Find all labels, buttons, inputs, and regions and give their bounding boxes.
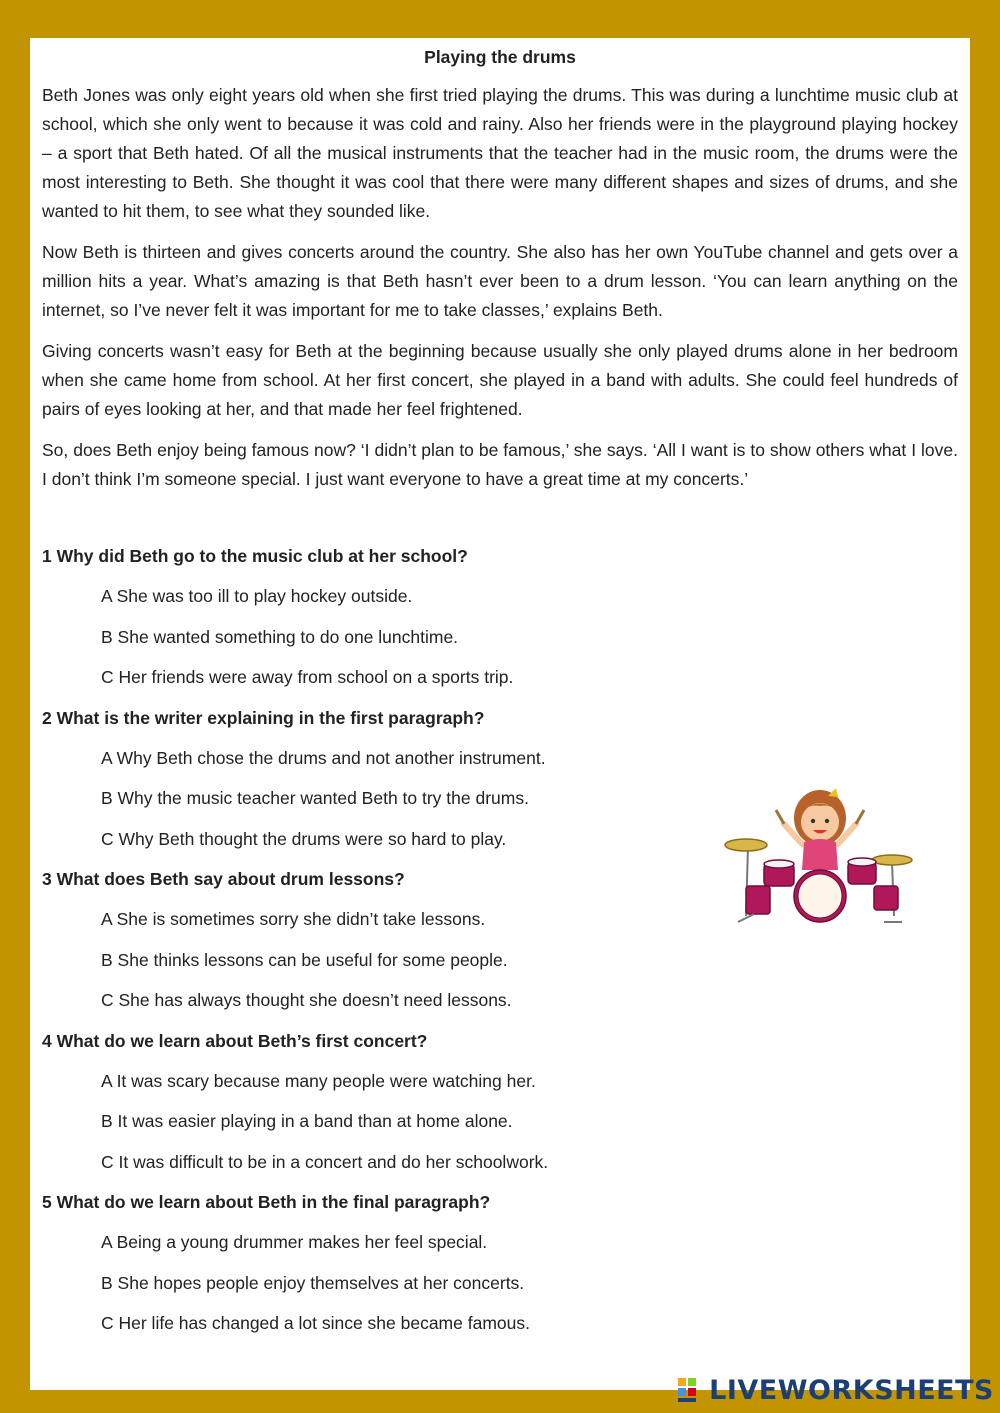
answer-option[interactable]: A She was too ill to play hockey outside. (101, 586, 413, 606)
answer-option[interactable]: B It was easier playing in a band than at home alone. (101, 1111, 513, 1131)
reading-paragraph-4: So, does Beth enjoy being famous now? ‘I didn’t plan to be famous,’ she says. ‘All I want is to show others what I love. I don’t think I’m someone special. I just want everyone to have a great time at my concerts.’ (42, 440, 958, 489)
answer-option[interactable]: A She is sometimes sorry she didn’t take lessons. (101, 909, 486, 929)
question-list (42, 544, 958, 1335)
liveworksheets-logo[interactable] (678, 1370, 994, 1410)
answer-option[interactable]: C She has always thought she doesn’t need lessons. (101, 990, 512, 1010)
answer-option[interactable]: A It was scary because many people were watching her. (101, 1070, 536, 1091)
question-2: 2 What is the writer explaining in the first paragraph? (42, 707, 485, 728)
answer-option[interactable]: B She wanted something to do one lunchtime. (101, 626, 459, 647)
liveworksheets-logo-icon (678, 1376, 706, 1404)
worksheet-title: Playing the drums (424, 47, 576, 67)
girl-playing-drums-illustration (724, 766, 916, 924)
answer-option[interactable]: A Why Beth chose the drums and not another instrument. (101, 747, 546, 768)
question-5: 5 What do we learn about Beth in the final paragraph? (42, 1192, 491, 1212)
answer-option[interactable]: C Why Beth thought the drums were so hard to play. (101, 828, 507, 849)
answer-option[interactable]: C Her friends were away from school on a sports trip. (101, 667, 514, 687)
answer-option[interactable]: B She thinks lessons can be useful for some people. (101, 949, 508, 970)
reading-paragraph-1: Beth Jones was only eight years old when she first tried playing the drums. This was during a lunchtime music club at school, which she only went to because it was cold and rainy. Also her friends were in the playground playing hockey – a sport that Beth hated. Of all the musical instruments that the teacher had in the music room, the drums were the most interesting to Beth. She thought it was cool that there were many different shapes and sizes of drums, and she wanted to hit them, to see what they sounded like. (42, 85, 958, 221)
answer-option[interactable]: C Her life has changed a lot since she became famous. (101, 1313, 530, 1333)
worksheet-page (30, 38, 970, 1390)
question-3: 3 What does Beth say about drum lessons? (42, 869, 405, 889)
answer-option[interactable]: B Why the music teacher wanted Beth to try the drums. (101, 788, 529, 808)
liveworksheets-logo-text: LIVEWORKSHEETS (709, 1374, 994, 1406)
answer-option[interactable]: C It was difficult to be in a concert and do her schoolwork. (101, 1151, 549, 1172)
reading-paragraph-3: Giving concerts wasn’t easy for Beth at the beginning because usually she only played drums alone in her bedroom when she came home from school. At her first concert, she played in a band with adults. She could feel hundreds of pairs of eyes looking at her, and that made her feel frightened. (42, 341, 958, 419)
question-1: 1 Why did Beth go to the music club at her school? (42, 546, 468, 566)
reading-paragraph-2: Now Beth is thirteen and gives concerts around the country. She also has her own YouTube channel and gets over a million hits a year. What’s amazing is that Beth hasn’t ever been to a drum lesson. ‘You can learn anything on the internet, so I’ve never felt it was important for me to take classes,’ explains Beth. (42, 242, 958, 320)
answer-option[interactable]: A Being a young drummer makes her feel special. (101, 1232, 488, 1252)
answer-option[interactable]: B She hopes people enjoy themselves at her concerts. (101, 1272, 525, 1293)
question-4: 4 What do we learn about Beth’s first concert? (42, 1030, 428, 1051)
